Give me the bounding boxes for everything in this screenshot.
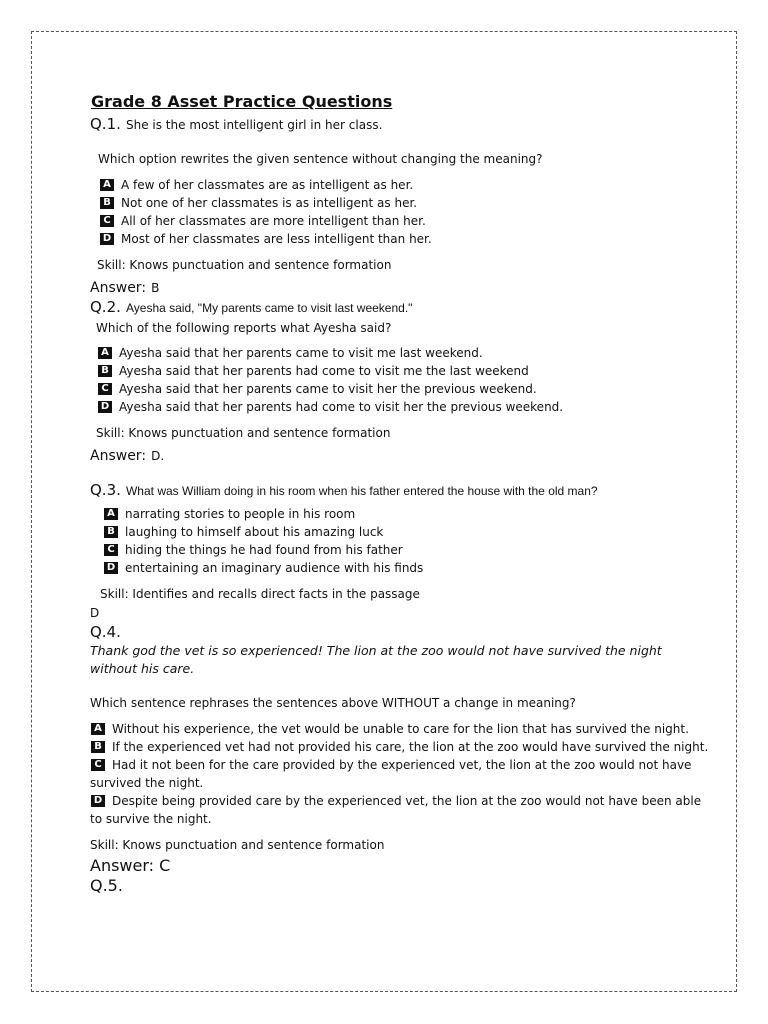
q4-prompt: Which sentence rephrases the sentences above WITHOUT a change in meaning? (90, 696, 576, 710)
option-text: Ayesha said that her parents came to visit me last weekend. (119, 346, 483, 360)
option-text: All of her classmates are more intelligent than her. (121, 214, 426, 228)
option-text: If the experienced vet had not provided his care, the lion at the zoo would have survived the night. (112, 740, 709, 754)
answer-value: B (151, 281, 160, 295)
q2-option-d[interactable] (98, 400, 563, 414)
q1-answer (90, 277, 159, 296)
answer-value: D. (151, 449, 165, 463)
option-text: entertaining an imaginary audience with his finds (125, 561, 424, 575)
option-text: Had it not been for the care provided by the experienced vet, the lion at the zoo would not have (112, 758, 692, 772)
q3-answer: D (90, 606, 100, 620)
option-text: Not one of her classmates is as intelligent as her. (121, 196, 418, 210)
option-letter-b: B (100, 197, 114, 209)
option-letter-c: C (98, 383, 112, 395)
q1-header (90, 114, 382, 133)
option-letter-a: A (98, 347, 112, 359)
option-letter-d: D (100, 233, 114, 245)
q4-option-b[interactable] (91, 740, 708, 754)
option-letter-d: D (98, 401, 112, 413)
q1-sentence: She is the most intelligent girl in her class. (125, 118, 383, 132)
q4-answer: Answer: C (90, 856, 171, 875)
option-letter-b: B (98, 365, 112, 377)
option-letter-d: D (104, 562, 118, 574)
option-text: Without his experience, the vet would be unable to care for the lion that has survived the night. (112, 722, 689, 736)
q1-option-c[interactable] (100, 214, 426, 228)
q1-option-d[interactable] (100, 232, 432, 246)
option-letter-d: D (91, 795, 105, 807)
option-text: Ayesha said that her parents came to visit her the previous weekend. (119, 382, 537, 396)
option-text: Ayesha said that her parents had come to visit me the last weekend (119, 364, 529, 378)
q1-option-b[interactable] (100, 196, 417, 210)
q3-option-d[interactable] (104, 561, 423, 575)
document-title: Grade 8 Asset Practice Questions (91, 92, 393, 111)
q4-option-c[interactable] (91, 758, 691, 772)
q3-option-b[interactable] (104, 525, 383, 539)
q4-option-d-continued: to survive the night. (90, 812, 212, 826)
answer-label: Answer: (90, 448, 147, 464)
option-letter-c: C (104, 544, 118, 556)
option-text: laughing to himself about his amazing luck (125, 525, 384, 539)
q3-option-c[interactable] (104, 543, 403, 557)
q1-skill: Skill: Knows punctuation and sentence formation (97, 258, 392, 272)
q4-option-d[interactable] (91, 794, 701, 808)
q3-skill: Skill: Identifies and recalls direct facts in the passage (100, 587, 420, 601)
q1-prompt: Which option rewrites the given sentence without changing the meaning? (98, 152, 543, 166)
option-letter-a: A (104, 508, 118, 520)
q3-header (90, 480, 598, 499)
option-text: A few of her classmates are as intelligent as her. (121, 178, 414, 192)
answer-label: Answer: (90, 280, 147, 296)
option-letter-b: B (104, 526, 118, 538)
option-text: Despite being provided care by the experienced vet, the lion at the zoo would not have been able (112, 794, 702, 808)
option-text: Ayesha said that her parents had come to visit her the previous weekend. (119, 400, 564, 414)
q2-option-b[interactable] (98, 364, 529, 378)
q2-number: Q.2. (90, 298, 121, 316)
q4-passage-line1: Thank god the vet is so experienced! The lion at the zoo would not have survived the night (90, 643, 662, 658)
q2-skill: Skill: Knows punctuation and sentence formation (96, 426, 391, 440)
q2-answer (90, 445, 164, 464)
option-text: hiding the things he had found from his father (125, 543, 403, 557)
option-letter-a: A (100, 179, 114, 191)
option-letter-c: C (91, 759, 105, 771)
q2-sentence: Ayesha said, "My parents came to visit last weekend." (125, 301, 413, 315)
q4-passage-line2: without his care. (90, 661, 195, 676)
q2-option-a[interactable] (98, 346, 483, 360)
q2-prompt: Which of the following reports what Ayesha said? (96, 321, 392, 335)
q4-option-c-continued: survived the night. (90, 776, 204, 790)
q2-header (90, 297, 412, 316)
q4-number: Q.4. (90, 623, 121, 641)
option-text: narrating stories to people in his room (125, 507, 356, 521)
option-letter-b: B (91, 741, 105, 753)
q1-number: Q.1. (90, 115, 121, 133)
q3-sentence: What was William doing in his room when his father entered the house with the old man? (125, 484, 598, 498)
q4-option-a[interactable] (91, 722, 689, 736)
option-letter-c: C (100, 215, 114, 227)
q1-option-a[interactable] (100, 178, 413, 192)
option-text: Most of her classmates are less intelligent than her. (121, 232, 432, 246)
q3-number: Q.3. (90, 481, 121, 499)
option-letter-a: A (91, 723, 105, 735)
q3-option-a[interactable] (104, 507, 355, 521)
q2-option-c[interactable] (98, 382, 537, 396)
q5-number: Q.5. (90, 876, 123, 895)
q4-skill: Skill: Knows punctuation and sentence formation (90, 838, 385, 852)
